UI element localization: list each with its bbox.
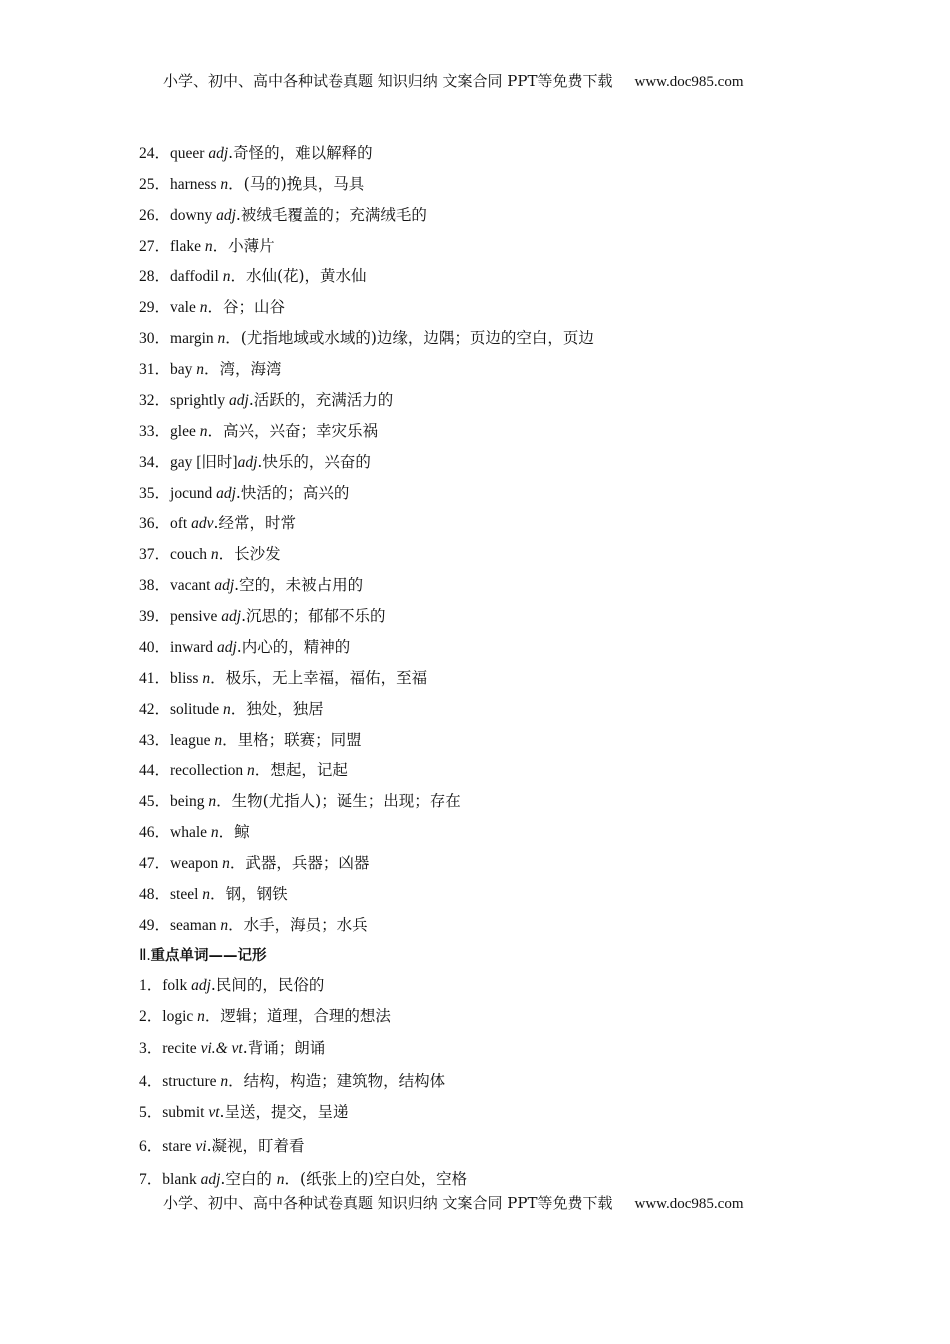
entry-word: flake	[170, 237, 205, 255]
entry-separator: .	[219, 1103, 225, 1121]
section-label: 重点单词——记形	[150, 948, 267, 964]
vocab-entry	[139, 606, 386, 627]
entry-separator: ．	[212, 236, 229, 255]
entry-separator: ．	[216, 792, 232, 811]
footer-url: www.doc985.com	[634, 1196, 744, 1212]
entry-word: queer	[170, 145, 209, 162]
vocab-entry	[139, 699, 324, 720]
entry-word: recite	[162, 1040, 201, 1057]
entry-definition: (尤指地域或水域的)边缘，边隅；页边的空白，页边	[240, 329, 594, 348]
entry-part-of-speech: n	[210, 546, 219, 564]
entry-word: bay	[170, 361, 197, 379]
entry-word: gay [旧时]	[170, 453, 238, 471]
entry-separator: ．	[230, 699, 247, 718]
entry-word: downy	[170, 206, 217, 224]
vocab-entry	[139, 791, 461, 812]
entry-number: 28．	[139, 268, 171, 286]
entry-part-of-speech: n	[208, 793, 217, 811]
entry-number: 44．	[139, 762, 171, 780]
entry-separator: .	[248, 390, 254, 409]
entry-part-of-speech: adj	[216, 638, 237, 656]
entry-separator: .	[228, 144, 234, 162]
entry-number: 27．	[139, 237, 171, 255]
entry-part-of-speech: n	[217, 330, 226, 348]
vocab-entry	[139, 390, 393, 411]
entry-number: 31．	[139, 361, 171, 379]
entry-number: 36．	[139, 515, 171, 533]
entry-separator: ．	[218, 545, 235, 564]
vocab-entry	[139, 143, 373, 164]
entry-separator-2: ．	[284, 1170, 301, 1188]
entry-definition: 小薄片	[228, 236, 275, 255]
vocab-entry	[139, 575, 363, 596]
entry-part-of-speech: n	[202, 669, 211, 687]
entry-definition: 背诵；朗诵	[247, 1039, 326, 1057]
vocab-entry	[139, 915, 368, 936]
vocab-entry	[139, 328, 594, 349]
header-text: 小学、初中、高中各种试卷真题 知识归纳 文案合同 PPT等免费下载	[163, 72, 613, 90]
entry-part-of-speech: n	[220, 175, 229, 193]
vocab-entry	[139, 637, 350, 658]
entry-definition: 湾，海湾	[219, 360, 282, 379]
entry-word: whale	[170, 824, 211, 842]
entry-number: 35．	[139, 484, 171, 502]
entry-number: 48．	[139, 885, 171, 903]
entry-definition: 里格；联赛；同盟	[237, 730, 362, 749]
entry-number: 39．	[139, 608, 171, 626]
vocab-entry	[139, 297, 285, 318]
entry-number: 32．	[139, 391, 171, 409]
entry-number: 42．	[139, 700, 171, 718]
entry-part-of-speech: n	[204, 237, 213, 255]
entry-definition: 奇怪的，难以解释的	[233, 144, 373, 162]
entry-definition: 极乐，无上幸福，福佑，至福	[225, 668, 428, 687]
vocab-entry	[139, 1136, 305, 1157]
entry-separator: ．	[222, 730, 238, 749]
entry-number: 33．	[139, 422, 171, 440]
entry-word: pensive	[170, 608, 222, 626]
entry-part-of-speech: n	[196, 361, 205, 379]
entry-definition: 钢，钢铁	[225, 884, 288, 903]
entry-separator: .	[213, 514, 219, 533]
entry-word: recollection	[170, 762, 248, 780]
entry-word: blank	[162, 1171, 201, 1188]
entry-number: 47．	[139, 855, 171, 872]
entry-word: vale	[170, 299, 200, 317]
entry-word: vacant	[170, 577, 215, 595]
entry-separator: ．	[228, 174, 244, 193]
vocab-entry	[139, 730, 362, 751]
footer-text: 小学、初中、高中各种试卷真题 知识归纳 文案合同 PPT等免费下载	[163, 1194, 613, 1212]
entry-definition: 凝视，盯着看	[211, 1137, 305, 1155]
entry-number: 6．	[139, 1138, 163, 1155]
entry-definition: 生物(尤指人)；诞生；出现；存在	[231, 792, 461, 811]
entry-definition: 内心的，精神的	[241, 637, 351, 656]
entry-definition: 经常，时常	[218, 514, 296, 533]
vocab-entry	[139, 421, 378, 442]
entry-separator: .	[210, 976, 216, 994]
vocab-entry	[139, 822, 250, 843]
entry-number: 37．	[139, 546, 171, 564]
entry-word: stare	[162, 1138, 196, 1155]
entry-separator: .	[236, 637, 242, 656]
entry-part-of-speech: adj	[237, 453, 258, 471]
entry-definition: 逻辑；道理，合理的想法	[220, 1007, 391, 1025]
entry-number: 7．	[139, 1171, 163, 1188]
entry-word: seaman	[170, 916, 221, 934]
entry-separator: ．	[228, 915, 244, 934]
entry-part-of-speech: adj	[200, 1171, 221, 1188]
entry-definition: 独处，独居	[246, 699, 324, 718]
entry-part-of-speech: adj	[191, 977, 211, 994]
entry-definition: 高兴，兴奋；幸灾乐祸	[222, 421, 378, 440]
entry-word: glee	[170, 422, 200, 440]
entry-part-of-speech: n	[214, 731, 223, 749]
entry-word: submit	[162, 1104, 209, 1121]
entry-separator: ．	[207, 298, 223, 317]
entry-part-of-speech: vi.& vt	[200, 1040, 243, 1057]
entry-definition-2: (纸张上的)空白处，空格	[300, 1170, 468, 1188]
vocab-entry	[139, 174, 364, 195]
entry-part-of-speech: n	[199, 299, 208, 317]
entry-separator: .	[241, 607, 246, 626]
entry-definition: 沉思的；郁郁不乐的	[246, 607, 386, 626]
section-title	[139, 945, 267, 966]
vocab-entry	[139, 544, 281, 565]
vocab-entry	[139, 1038, 325, 1059]
vocab-entry	[139, 853, 369, 874]
entry-definition: 被绒毛覆盖的；充满绒毛的	[240, 205, 427, 224]
entry-separator: ．	[228, 1072, 244, 1090]
entry-part-of-speech: n	[210, 824, 219, 842]
vocab-entry	[139, 359, 282, 380]
header-url: www.doc985.com	[634, 74, 744, 90]
entry-number: 38．	[139, 577, 171, 595]
entry-number: 45．	[139, 793, 171, 811]
entry-definition: 鲸	[234, 823, 250, 842]
entry-number: 5．	[139, 1104, 163, 1121]
entry-definition: 民间的，民俗的	[215, 976, 325, 994]
entry-word: harness	[170, 175, 221, 193]
vocab-entry	[139, 266, 367, 287]
entry-separator: .	[220, 1170, 226, 1188]
entry-separator: ．	[230, 267, 246, 286]
entry-part-of-speech: n	[199, 422, 208, 440]
entry-part-of-speech: n	[222, 700, 231, 718]
entry-number: 43．	[139, 731, 171, 749]
entry-separator: .	[257, 452, 263, 471]
vocab-entry	[139, 668, 427, 689]
entry-part-of-speech: vi	[195, 1138, 207, 1155]
entry-separator: ．	[204, 360, 220, 379]
vocab-entry	[139, 1169, 467, 1190]
entry-definition: 空的，未被占用的	[239, 576, 364, 595]
entry-separator: ．	[225, 329, 241, 348]
entry-definition: 结构，构造；建筑物，结构体	[243, 1072, 446, 1090]
page-footer	[163, 1192, 744, 1213]
entry-number: 46．	[139, 824, 171, 842]
entry-word: couch	[170, 546, 211, 564]
entry-part-of-speech: n	[247, 762, 255, 780]
entry-word: being	[170, 793, 209, 811]
entry-number: 3．	[139, 1040, 163, 1057]
entry-definition: 水仙(花)，黄水仙	[245, 267, 367, 286]
entry-number: 49．	[139, 916, 171, 934]
entry-number: 40．	[139, 638, 171, 656]
entry-word: steel	[170, 885, 203, 903]
entry-separator: .	[235, 205, 241, 224]
entry-part-of-speech: n	[222, 268, 231, 286]
entry-word: oft	[170, 515, 192, 533]
entry-separator: ．	[218, 823, 235, 842]
entry-number: 25．	[139, 175, 171, 193]
entry-word: structure	[162, 1073, 221, 1090]
entry-number: 24．	[139, 145, 171, 162]
page-header	[163, 70, 744, 91]
entry-word: jocund	[170, 484, 217, 502]
entry-word: bliss	[170, 669, 203, 687]
entry-part-of-speech: vt	[208, 1104, 220, 1121]
entry-word: folk	[162, 977, 192, 994]
vocab-entry	[139, 975, 324, 996]
entry-number: 4．	[139, 1073, 163, 1090]
entry-separator: ．	[207, 421, 223, 440]
entry-number: 29．	[139, 299, 171, 317]
entry-definition: 谷；山谷	[222, 298, 285, 317]
entry-number: 34．	[139, 453, 171, 471]
entry-word: margin	[170, 330, 218, 348]
entry-word: league	[170, 731, 215, 749]
entry-definition: 水手，海员；水兵	[243, 915, 368, 934]
vocab-entry	[139, 513, 296, 534]
entry-word: sprightly	[170, 391, 230, 409]
entry-part-of-speech: adj	[229, 391, 249, 409]
entry-separator: .	[206, 1137, 212, 1155]
entry-separator: ．	[210, 668, 226, 687]
vocab-entry	[139, 205, 427, 226]
entry-part-of-speech: n	[222, 855, 230, 872]
entry-definition: (马的)挽具，马具	[243, 174, 365, 193]
entry-separator: .	[242, 1039, 248, 1057]
entry-number: 1．	[139, 977, 163, 994]
entry-word: solitude	[170, 700, 223, 718]
entry-number: 2．	[139, 1008, 163, 1025]
entry-separator: ．	[204, 1007, 221, 1025]
entry-definition: 想起，记起	[270, 761, 348, 780]
entry-part-of-speech: adj	[216, 484, 236, 502]
vocab-entry	[139, 1071, 445, 1092]
vocab-entry	[139, 1006, 391, 1027]
entry-part-of-speech: n	[202, 885, 211, 903]
vocab-entry	[139, 483, 349, 504]
vocab-entry	[139, 236, 275, 257]
vocab-entry	[139, 452, 371, 473]
entry-separator: .	[234, 576, 240, 595]
entry-part-of-speech: n	[220, 1073, 229, 1090]
entry-number: 41．	[139, 669, 171, 687]
entry-part-of-speech: adj	[216, 206, 236, 224]
entry-definition: 武器，兵器；凶器	[245, 854, 370, 872]
entry-word: weapon	[170, 855, 223, 872]
entry-word: logic	[162, 1008, 198, 1025]
entry-part-of-speech: n	[220, 916, 229, 934]
entry-part-of-speech: adj	[214, 577, 235, 595]
entry-separator: ．	[229, 854, 246, 872]
vocab-entry	[139, 884, 288, 905]
entry-part-of-speech: adj	[208, 145, 229, 162]
entry-separator: ．	[254, 761, 271, 780]
entry-definition: 活跃的，充满活力的	[253, 390, 394, 409]
entry-separator: ．	[210, 884, 226, 903]
entry-part-of-speech: adv	[191, 515, 214, 533]
section-numeral: Ⅱ.	[139, 947, 151, 964]
vocab-entry	[139, 760, 348, 781]
entry-definition: 长沙发	[234, 545, 281, 564]
entry-definition: 快乐的，兴奋的	[262, 452, 371, 471]
entry-number: 30．	[139, 330, 171, 348]
entry-definition: 呈送，提交，呈递	[224, 1103, 349, 1121]
entry-word: daffodil	[170, 268, 223, 286]
entry-word: inward	[170, 638, 217, 656]
entry-part-of-speech: adj	[221, 608, 242, 626]
entry-separator: .	[235, 483, 241, 502]
entry-definition: 快活的；高兴的	[240, 483, 350, 502]
entry-number: 26．	[139, 206, 171, 224]
entry-part-of-speech: n	[197, 1008, 205, 1025]
entry-part-of-speech-2: n	[276, 1171, 285, 1188]
entry-definition: 空白的	[225, 1170, 277, 1188]
vocab-entry	[139, 1102, 348, 1123]
